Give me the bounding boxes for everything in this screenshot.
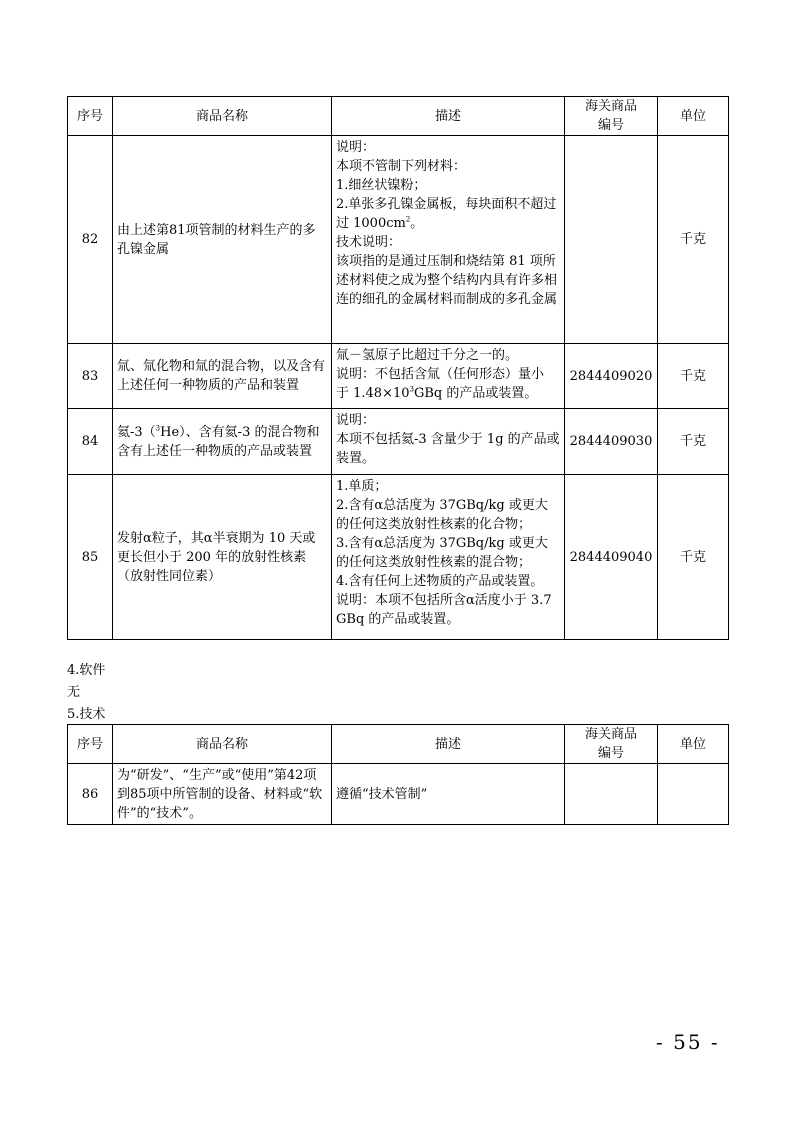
row-desc: 遵循“技术管制” [332, 764, 565, 825]
row-unit: 千克 [658, 344, 729, 409]
name-text: He）、含有氦-3 的混合物和含有上述任一种物质的产品或装置 [117, 424, 320, 459]
header-desc: 描述 [332, 97, 565, 136]
header-customs-code-line2: 编号 [597, 118, 624, 133]
header-customs-code-line2: 编号 [597, 746, 624, 761]
table-row [68, 475, 729, 640]
row-unit: 千克 [658, 136, 729, 344]
row-name: 为“研发”、“生产”或“使用”第42项到85项中所管制的设备、材料或“软件”的“技术”。 [113, 764, 332, 825]
header-seq: 序号 [68, 725, 113, 764]
row-code: 2844409040 [565, 475, 658, 640]
row-desc [332, 136, 565, 344]
desc-line: 技术说明： [336, 235, 402, 250]
row-seq: 86 [68, 764, 113, 825]
row-name: 氚、氚化物和氚的混合物，以及含有上述任何一种物质的产品和装置 [113, 344, 332, 409]
row-code: 2844409020 [565, 344, 658, 409]
row-desc [332, 475, 565, 640]
header-unit: 单位 [658, 97, 729, 136]
row-seq: 85 [68, 475, 113, 640]
controlled-goods-table [67, 96, 729, 640]
table-row [68, 344, 729, 409]
row-name: 发射α粒子，其α半衰期为 10 天或更长但小于 200 年的放射性核素（放射性同位素） [113, 475, 332, 640]
row-desc [332, 409, 565, 475]
desc-line [336, 384, 560, 403]
desc-line: 本项不包括氦-3 含量少于 1g 的产品或装置。 [336, 432, 560, 466]
row-desc [332, 344, 565, 409]
desc-line: 说明：本项不包括所含α活度小于 3.7GBq 的产品或装置。 [336, 593, 552, 627]
header-name: 商品名称 [113, 97, 332, 136]
desc-line [336, 214, 560, 233]
table-row [68, 136, 729, 344]
desc-line: 说明： [336, 413, 376, 428]
section-heading-software: 4.软件 [67, 663, 106, 678]
desc-line: 4.含有任何上述物质的产品或装置。 [336, 574, 544, 589]
table-header-row [68, 97, 729, 136]
table-row [68, 764, 729, 825]
header-name: 商品名称 [113, 725, 332, 764]
row-code [565, 136, 658, 344]
row-code: 2844409030 [565, 409, 658, 475]
row-name [113, 409, 332, 475]
superscript: 3 [155, 424, 161, 433]
desc-line: 该项指的是通过压制和烧结第 81 项所述材料使之成为整个结构内具有许多相连的细孔的金属材料而制成的多孔金属 [336, 254, 558, 307]
desc-line: 本项不管制下列材料： [336, 159, 467, 174]
technology-table [67, 724, 729, 825]
table-header-row [68, 725, 729, 764]
row-code [565, 764, 658, 825]
row-name: 由上述第81项管制的材料生产的多孔镍金属 [113, 136, 332, 344]
software-none-text: 无 [67, 685, 81, 700]
header-seq: 序号 [68, 97, 113, 136]
header-unit: 单位 [658, 725, 729, 764]
row-seq: 84 [68, 409, 113, 475]
desc-text: 过 1000cm [336, 216, 406, 231]
header-customs-code-line1: 海关商品 [584, 727, 637, 742]
header-customs-code [565, 725, 658, 764]
table-row [68, 409, 729, 475]
desc-text: 于 1.48×10 [336, 386, 410, 401]
header-customs-code-line1: 海关商品 [584, 99, 637, 114]
superscript: 2 [405, 215, 411, 224]
section-heading-technology: 5.技术 [67, 707, 106, 722]
desc-line: 2.单张多孔镍金属板，每块面积不超过 [336, 197, 557, 212]
desc-line: 氚－氢原子比超过千分之一的。 [336, 348, 519, 363]
desc-text: 。 [410, 216, 424, 231]
desc-line: 说明：不包括含氚（任何形态）量小 [336, 367, 545, 382]
row-unit: 千克 [658, 409, 729, 475]
row-unit: 千克 [658, 475, 729, 640]
superscript: 3 [409, 385, 414, 394]
name-text: 氦-3（ [117, 424, 156, 440]
desc-line: 说明： [336, 140, 376, 155]
desc-text: GBq 的产品或装置。 [413, 386, 538, 401]
desc-line: 1.单质； [336, 479, 388, 494]
row-seq: 82 [68, 136, 113, 344]
desc-line: 2.含有α总活度为 37GBq/kg 或更大的任何这类放射性核素的化合物； [336, 498, 548, 532]
page-number: - 55 - [656, 1030, 720, 1054]
desc-line: 3.含有α总活度为 37GBq/kg 或更大的任何这类放射性核素的混合物； [336, 536, 548, 570]
header-desc: 描述 [332, 725, 565, 764]
row-seq: 83 [68, 344, 113, 409]
row-unit [658, 764, 729, 825]
desc-line: 1.细丝状镍粉； [336, 178, 427, 193]
header-customs-code [565, 97, 658, 136]
